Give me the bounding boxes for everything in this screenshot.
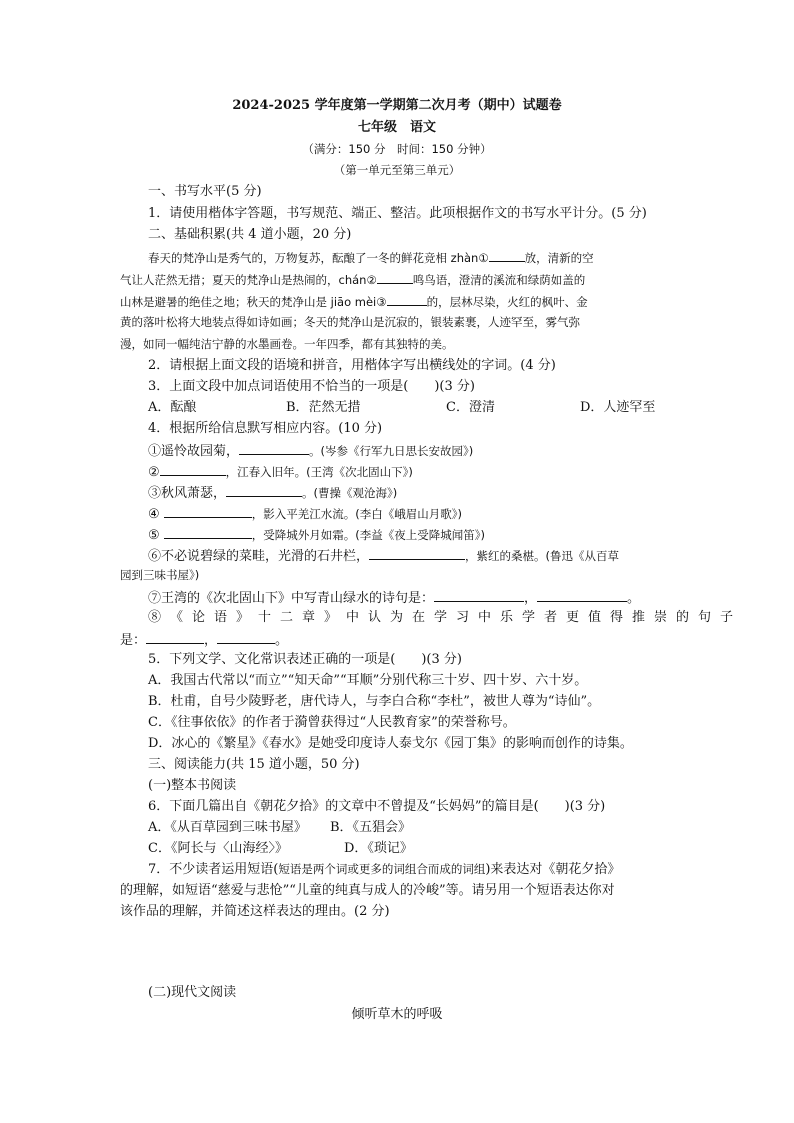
answer-blank[interactable] xyxy=(239,441,309,455)
q3-option-a[interactable]: A．酝酿 xyxy=(148,400,197,415)
answer-blank[interactable] xyxy=(434,588,524,602)
question-7-line-3: 该作品的理解，并简述这样表达的理由。(2 分) xyxy=(120,904,390,919)
q6-option-a[interactable]: A．《从百草园到三味书屋》 xyxy=(148,820,307,835)
q4-item-2: ② ，江春入旧年。(王湾《次北固山下》) xyxy=(148,462,413,481)
question-7-line-2: 的理解，如短语“慈爱与悲怆”“儿童的纯真与成人的冷峻”等。请另用一个短语表达你对 xyxy=(120,883,615,898)
q4-item-3: ③秋风萧瑟， 。(曹操《观沧海》) xyxy=(148,483,397,502)
exam-score-time: （满分：150 分 时间：150 分钟） xyxy=(302,142,492,156)
blank-3[interactable] xyxy=(387,292,427,306)
q4-item-8-cont: 是： ， 。 xyxy=(120,630,288,649)
question-3: 3．上面文段中加点词语使用不恰当的一项是( )(3 分) xyxy=(148,379,475,394)
article-title: 倾听草木的呼吸 xyxy=(351,1007,443,1022)
q3-option-c[interactable]: C．澄清 xyxy=(446,400,495,415)
subsection-1-heading: (一)整本书阅读 xyxy=(148,778,237,793)
q6-option-b[interactable]: B．《五猖会》 xyxy=(330,820,412,835)
answer-blank[interactable] xyxy=(164,504,252,518)
blank-2[interactable] xyxy=(377,270,413,284)
q4-item-7: ⑦王湾的《次北固山下》中写青山绿水的诗句是： ， 。 xyxy=(148,588,640,607)
passage-line: 黄的落叶松将大地装点得如诗如画；冬天的梵净山是沉寂的，银装素裹，人迹罕至，雾气弥 xyxy=(120,315,580,329)
q4-item-6-cont: 园到三味书屋》) xyxy=(120,568,200,582)
answer-blank[interactable] xyxy=(226,483,302,497)
blank-1[interactable] xyxy=(489,248,525,262)
q6-option-d[interactable]: D．《琐记》 xyxy=(344,841,413,856)
q3-option-d[interactable]: D．人迹罕至 xyxy=(580,400,656,415)
question-5: 5．下列文学、文化常识表述正确的一项是( )(3 分) xyxy=(148,652,462,667)
answer-blank[interactable] xyxy=(537,588,627,602)
passage-line: 气让人茫然无措；夏天的梵净山是热闹的，chán② 鸣鸟语，澄清的溪流和绿荫如盖的 xyxy=(120,270,585,289)
q5-option-a[interactable]: A．我国古代常以“而立”“知天命”“耳顺”分别代称三十岁、四十岁、六十岁。 xyxy=(148,673,588,688)
section-3-heading: 三、阅读能力(共 15 道小题，50 分) xyxy=(148,757,360,772)
q4-item-5: ⑤ ，受降城外月如霜。(李益《夜上受降城闻笛》) xyxy=(148,525,485,544)
q3-option-b[interactable]: B．茫然无措 xyxy=(286,400,361,415)
question-6: 6．下面几篇出自《朝花夕拾》的文章中不曾提及“长妈妈”的篇目是( )(3 分) xyxy=(148,799,606,814)
passage-line: 漫，如同一幅纯洁宁静的水墨画卷。一年四季，都有其独特的美。 xyxy=(120,337,454,351)
q5-option-c[interactable]: C．《往事依依》的作者于漪曾获得过“人民教育家”的荣誉称号。 xyxy=(148,715,516,730)
answer-blank[interactable] xyxy=(369,546,465,560)
q4-item-8: ⑧《论语》十二章》中认为在学习中乐学者更值得推崇的句子 xyxy=(148,610,743,625)
q5-option-d[interactable]: D．冰心的《繁星》《春水》是她受印度诗人泰戈尔《园丁集》的影响而创作的诗集。 xyxy=(148,736,633,751)
passage-line: 春天的梵净山是秀气的，万物复苏，酝酿了一冬的鲜花竞相 zhàn① 放，清新的空 xyxy=(148,248,594,267)
exam-subtitle: 七年级 语文 xyxy=(357,120,436,135)
q4-item-6: ⑥不必说碧绿的菜畦，光滑的石井栏， ，紫红的桑椹。(鲁迅《从百草 xyxy=(148,546,619,565)
q6-option-c[interactable]: C．《阿长与〈山海经〉》 xyxy=(148,841,288,856)
section-1-heading: 一、书写水平(5 分) xyxy=(148,184,262,199)
q4-item-4: ④ ，影入平羌江水流。(李白《峨眉山月歌》) xyxy=(148,504,462,523)
q5-option-b[interactable]: B．杜甫，自号少陵野老，唐代诗人，与李白合称“李杜”，被世人尊为“诗仙”。 xyxy=(148,694,601,709)
question-4: 4．根据所给信息默写相应内容。(10 分) xyxy=(148,421,383,436)
answer-blank[interactable] xyxy=(160,462,226,476)
q4-item-1: ①遥怜故园菊， 。(岑参《行军九日思长安故园》) xyxy=(148,441,473,460)
passage-line: 山林是避暑的绝佳之地；秋天的梵净山是 jiāo mèi③ 的，层林尽染，火红的枫叶、金 xyxy=(120,292,588,311)
question-2: 2．请根据上面文段的语境和拼音，用楷体字写出横线处的字词。(4 分) xyxy=(148,358,556,373)
answer-blank[interactable] xyxy=(217,630,275,644)
answer-blank[interactable] xyxy=(146,630,204,644)
subsection-2-heading: (二)现代文阅读 xyxy=(148,985,237,1000)
question-1: 1．请使用楷体字答题，书写规范、端正、整洁。此项根据作文的书写水平计分。(5 分) xyxy=(148,206,647,221)
question-7: 7．不少读者运用短语(短语是两个词或更多的词组合而成的词组)来表达对《朝花夕拾》 xyxy=(148,862,621,877)
exam-title: 2024-2025 学年度第一学期第二次月考（期中）试题卷 xyxy=(232,98,562,113)
section-2-heading: 二、基础积累(共 4 道小题，20 分) xyxy=(148,227,352,242)
exam-scope: （第一单元至第三单元） xyxy=(333,163,461,177)
answer-blank[interactable] xyxy=(164,525,252,539)
